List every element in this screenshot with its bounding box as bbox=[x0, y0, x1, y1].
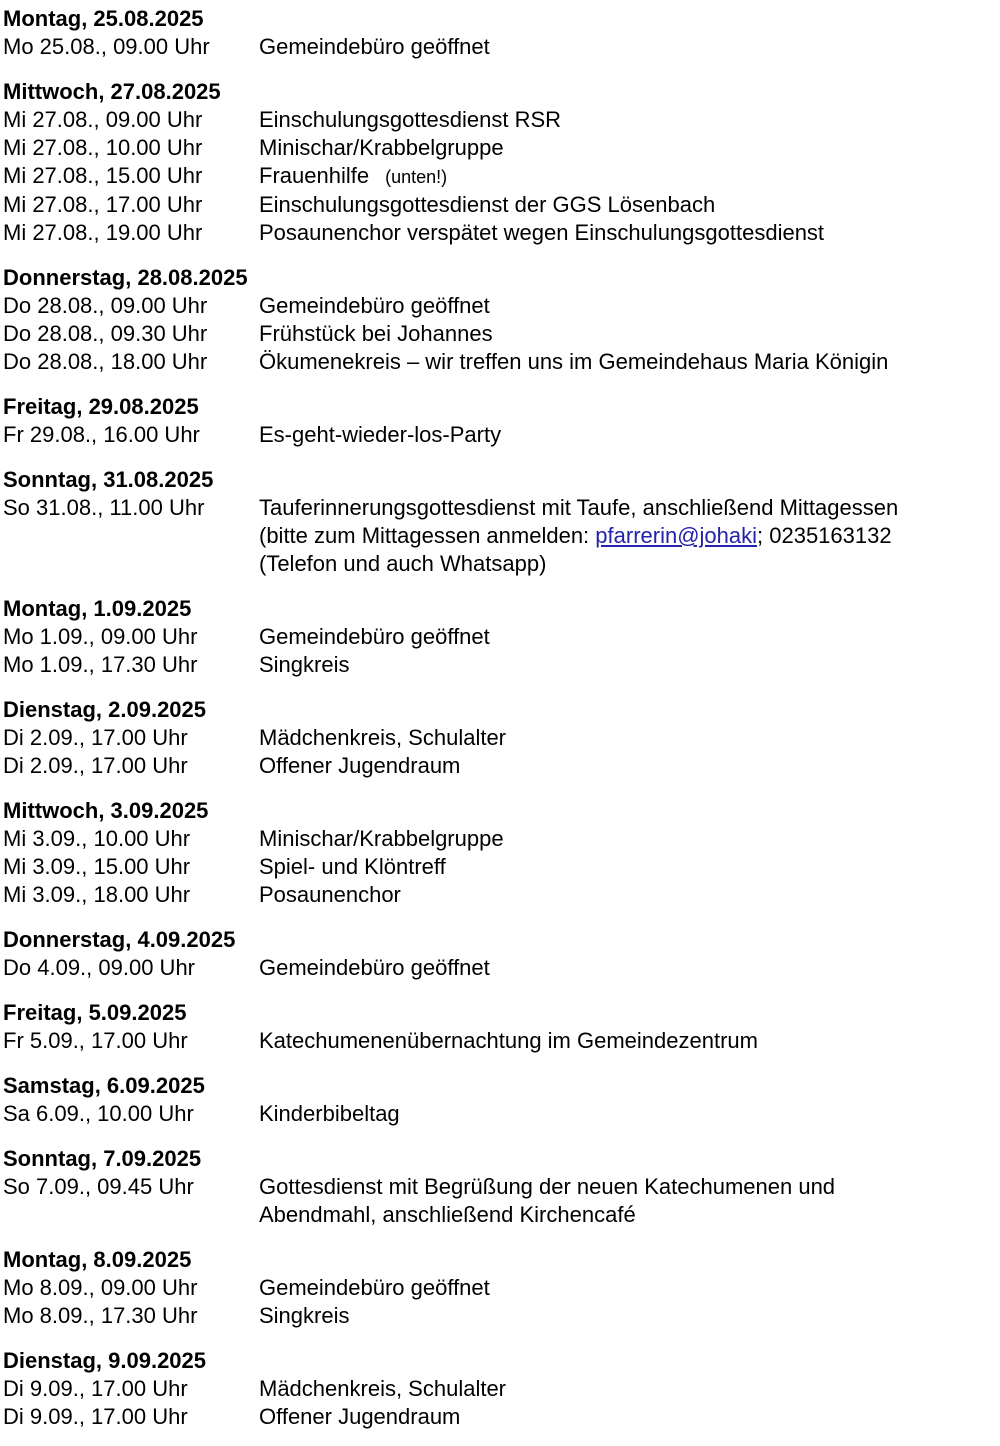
event-description-line bbox=[259, 33, 992, 61]
event-text: Offener Jugendraum bbox=[259, 1404, 461, 1429]
event-description-line bbox=[259, 825, 992, 853]
event-row bbox=[3, 954, 992, 982]
event-description bbox=[259, 106, 992, 134]
event-row bbox=[3, 494, 992, 578]
event-description bbox=[259, 320, 992, 348]
event-text: Gemeindebüro geöffnet bbox=[259, 955, 490, 980]
date-heading: Montag, 8.09.2025 bbox=[3, 1247, 192, 1272]
date-group bbox=[3, 999, 992, 1055]
event-time: Mi 27.08., 09.00 Uhr bbox=[3, 107, 203, 132]
event-time: Di 9.09., 17.00 Uhr bbox=[3, 1376, 188, 1401]
event-time: Mi 3.09., 15.00 Uhr bbox=[3, 854, 191, 879]
event-description-line bbox=[259, 550, 992, 578]
date-heading: Montag, 25.08.2025 bbox=[3, 6, 204, 31]
event-time: So 7.09., 09.45 Uhr bbox=[3, 1174, 194, 1199]
event-row bbox=[3, 623, 992, 651]
event-time: So 31.08., 11.00 Uhr bbox=[3, 495, 205, 520]
date-heading: Donnerstag, 4.09.2025 bbox=[3, 927, 236, 952]
event-text: Singkreis bbox=[259, 1303, 350, 1328]
event-text: Spiel- und Klöntreff bbox=[259, 854, 446, 879]
date-group bbox=[3, 696, 992, 780]
event-row bbox=[3, 1302, 992, 1330]
date-group bbox=[3, 1072, 992, 1128]
event-description bbox=[259, 348, 992, 376]
event-description bbox=[259, 853, 992, 881]
event-text: ; 0235163132 bbox=[757, 523, 892, 548]
event-description-line bbox=[259, 1375, 992, 1403]
event-time: Di 9.09., 17.00 Uhr bbox=[3, 1404, 188, 1429]
event-time: Mi 27.08., 15.00 Uhr bbox=[3, 163, 203, 188]
event-row bbox=[3, 134, 992, 162]
event-description bbox=[259, 1173, 992, 1229]
event-text: Singkreis bbox=[259, 652, 350, 677]
event-row bbox=[3, 320, 992, 348]
date-heading: Dienstag, 2.09.2025 bbox=[3, 697, 207, 722]
event-description-line bbox=[259, 1201, 992, 1229]
event-time: Mi 27.08., 19.00 Uhr bbox=[3, 220, 203, 245]
event-time: Mo 1.09., 17.30 Uhr bbox=[3, 652, 198, 677]
date-heading: Samstag, 6.09.2025 bbox=[3, 1073, 205, 1098]
event-description-line bbox=[259, 1100, 992, 1128]
event-row bbox=[3, 33, 992, 61]
event-row bbox=[3, 292, 992, 320]
date-group bbox=[3, 797, 992, 909]
event-text: Mädchenkreis, Schulalter bbox=[259, 725, 507, 750]
event-row bbox=[3, 651, 992, 679]
event-text: Posaunenchor verspätet wegen Einschulungsgottesdienst bbox=[259, 220, 825, 245]
event-time: Mo 8.09., 09.00 Uhr bbox=[3, 1275, 198, 1300]
event-text: Gemeindebüro geöffnet bbox=[259, 624, 490, 649]
event-time: Do 28.08., 09.30 Uhr bbox=[3, 321, 208, 346]
event-description bbox=[259, 33, 992, 61]
event-text: Gemeindebüro geöffnet bbox=[259, 293, 490, 318]
event-time: Mi 3.09., 10.00 Uhr bbox=[3, 826, 191, 851]
event-text: Frühstück bei Johannes bbox=[259, 321, 493, 346]
date-group bbox=[3, 264, 992, 376]
event-description bbox=[259, 1027, 992, 1055]
event-time: Mi 3.09., 18.00 Uhr bbox=[3, 882, 191, 907]
event-time: Do 28.08., 09.00 Uhr bbox=[3, 293, 208, 318]
event-description-line bbox=[259, 623, 992, 651]
event-description-line bbox=[259, 752, 992, 780]
event-row bbox=[3, 1375, 992, 1403]
event-text: Minischar/Krabbelgruppe bbox=[259, 826, 504, 851]
date-group bbox=[3, 1246, 992, 1330]
event-row bbox=[3, 752, 992, 780]
event-description bbox=[259, 1403, 992, 1431]
date-heading: Dienstag, 9.09.2025 bbox=[3, 1348, 207, 1373]
event-row bbox=[3, 1027, 992, 1055]
date-heading: Mittwoch, 27.08.2025 bbox=[3, 79, 221, 104]
event-description bbox=[259, 1302, 992, 1330]
event-text: Frauenhilfe bbox=[259, 163, 370, 188]
event-time: Do 4.09., 09.00 Uhr bbox=[3, 955, 196, 980]
event-row bbox=[3, 162, 992, 191]
event-text: (bitte zum Mittagessen anmelden: bbox=[259, 523, 596, 548]
date-group bbox=[3, 926, 992, 982]
date-heading: Sonntag, 7.09.2025 bbox=[3, 1146, 202, 1171]
event-row bbox=[3, 1173, 992, 1229]
event-row bbox=[3, 348, 992, 376]
date-group bbox=[3, 5, 992, 61]
date-heading: Freitag, 29.08.2025 bbox=[3, 394, 199, 419]
event-time: Mi 27.08., 10.00 Uhr bbox=[3, 135, 203, 160]
event-description bbox=[259, 219, 992, 247]
event-description bbox=[259, 825, 992, 853]
date-group bbox=[3, 466, 992, 578]
event-text: Mädchenkreis, Schulalter bbox=[259, 1376, 507, 1401]
event-text: Ökumenekreis – wir treffen uns im Gemeindehaus Maria Königin bbox=[259, 349, 889, 374]
event-text: Tauferinnerungsgottesdienst mit Taufe, anschließend Mittagessen bbox=[259, 495, 899, 520]
event-text: Gottesdienst mit Begrüßung der neuen Katechumenen und bbox=[259, 1174, 836, 1199]
event-text: Abendmahl, anschließend Kirchencafé bbox=[259, 1202, 636, 1227]
event-text: Offener Jugendraum bbox=[259, 753, 461, 778]
event-row bbox=[3, 1403, 992, 1431]
event-description-line bbox=[259, 1403, 992, 1431]
event-description bbox=[259, 1100, 992, 1128]
date-heading: Freitag, 5.09.2025 bbox=[3, 1000, 187, 1025]
date-heading: Donnerstag, 28.08.2025 bbox=[3, 265, 248, 290]
email-link[interactable]: pfarrerin@johaki bbox=[595, 523, 758, 548]
event-row bbox=[3, 421, 992, 449]
event-description bbox=[259, 1375, 992, 1403]
event-description-line bbox=[259, 320, 992, 348]
event-time: Mo 25.08., 09.00 Uhr bbox=[3, 34, 210, 59]
event-text: Einschulungsgottesdienst RSR bbox=[259, 107, 562, 132]
event-row bbox=[3, 219, 992, 247]
event-description-line bbox=[259, 1027, 992, 1055]
date-group bbox=[3, 1347, 992, 1431]
event-text: Kinderbibeltag bbox=[259, 1101, 400, 1126]
event-description bbox=[259, 494, 992, 578]
event-description bbox=[259, 134, 992, 162]
event-text: Katechumenenübernachtung im Gemeindezentrum bbox=[259, 1028, 758, 1053]
event-description-line bbox=[259, 724, 992, 752]
event-row bbox=[3, 1274, 992, 1302]
event-description-line bbox=[259, 219, 992, 247]
event-row bbox=[3, 191, 992, 219]
event-description-line bbox=[259, 1274, 992, 1302]
date-group bbox=[3, 595, 992, 679]
event-description-line bbox=[259, 881, 992, 909]
event-description bbox=[259, 1274, 992, 1302]
date-group bbox=[3, 1145, 992, 1229]
event-description-line bbox=[259, 421, 992, 449]
event-row bbox=[3, 825, 992, 853]
event-description bbox=[259, 292, 992, 320]
event-description-line bbox=[259, 853, 992, 881]
event-time: Mo 1.09., 09.00 Uhr bbox=[3, 624, 198, 649]
event-description bbox=[259, 421, 992, 449]
event-text: Einschulungsgottesdienst der GGS Lösenbach bbox=[259, 192, 716, 217]
event-description bbox=[259, 954, 992, 982]
date-heading: Mittwoch, 3.09.2025 bbox=[3, 798, 209, 823]
event-description-line bbox=[259, 191, 992, 219]
event-description-line bbox=[259, 1173, 992, 1201]
event-description-line bbox=[259, 494, 992, 522]
event-text: Minischar/Krabbelgruppe bbox=[259, 135, 504, 160]
event-description-line bbox=[259, 522, 992, 550]
date-heading: Montag, 1.09.2025 bbox=[3, 596, 192, 621]
event-description bbox=[259, 651, 992, 679]
event-description-line bbox=[259, 162, 992, 191]
date-group bbox=[3, 78, 992, 247]
event-time: Fr 5.09., 17.00 Uhr bbox=[3, 1028, 188, 1053]
event-description-line bbox=[259, 1302, 992, 1330]
event-time: Mo 8.09., 17.30 Uhr bbox=[3, 1303, 198, 1328]
event-description bbox=[259, 623, 992, 651]
event-text: Posaunenchor bbox=[259, 882, 401, 907]
event-text: (Telefon und auch Whatsapp) bbox=[259, 551, 547, 576]
event-row bbox=[3, 106, 992, 134]
event-row bbox=[3, 881, 992, 909]
event-row bbox=[3, 1100, 992, 1128]
event-description-line bbox=[259, 954, 992, 982]
event-note: (unten!) bbox=[385, 167, 448, 187]
event-time: Di 2.09., 17.00 Uhr bbox=[3, 753, 188, 778]
event-time: Di 2.09., 17.00 Uhr bbox=[3, 725, 188, 750]
event-description-line bbox=[259, 134, 992, 162]
event-text: Gemeindebüro geöffnet bbox=[259, 1275, 490, 1300]
event-description bbox=[259, 752, 992, 780]
event-description bbox=[259, 191, 992, 219]
event-description-line bbox=[259, 292, 992, 320]
event-description bbox=[259, 881, 992, 909]
event-time: Do 28.08., 18.00 Uhr bbox=[3, 349, 208, 374]
date-group bbox=[3, 393, 992, 449]
event-description-line bbox=[259, 651, 992, 679]
event-description bbox=[259, 724, 992, 752]
event-time: Sa 6.09., 10.00 Uhr bbox=[3, 1101, 194, 1126]
date-heading: Sonntag, 31.08.2025 bbox=[3, 467, 214, 492]
event-row bbox=[3, 724, 992, 752]
event-time: Fr 29.08., 16.00 Uhr bbox=[3, 422, 200, 447]
event-description-line bbox=[259, 348, 992, 376]
event-text: Es-geht-wieder-los-Party bbox=[259, 422, 502, 447]
event-time: Mi 27.08., 17.00 Uhr bbox=[3, 192, 203, 217]
event-description bbox=[259, 162, 992, 191]
event-text: Gemeindebüro geöffnet bbox=[259, 34, 490, 59]
event-description-line bbox=[259, 106, 992, 134]
event-row bbox=[3, 853, 992, 881]
